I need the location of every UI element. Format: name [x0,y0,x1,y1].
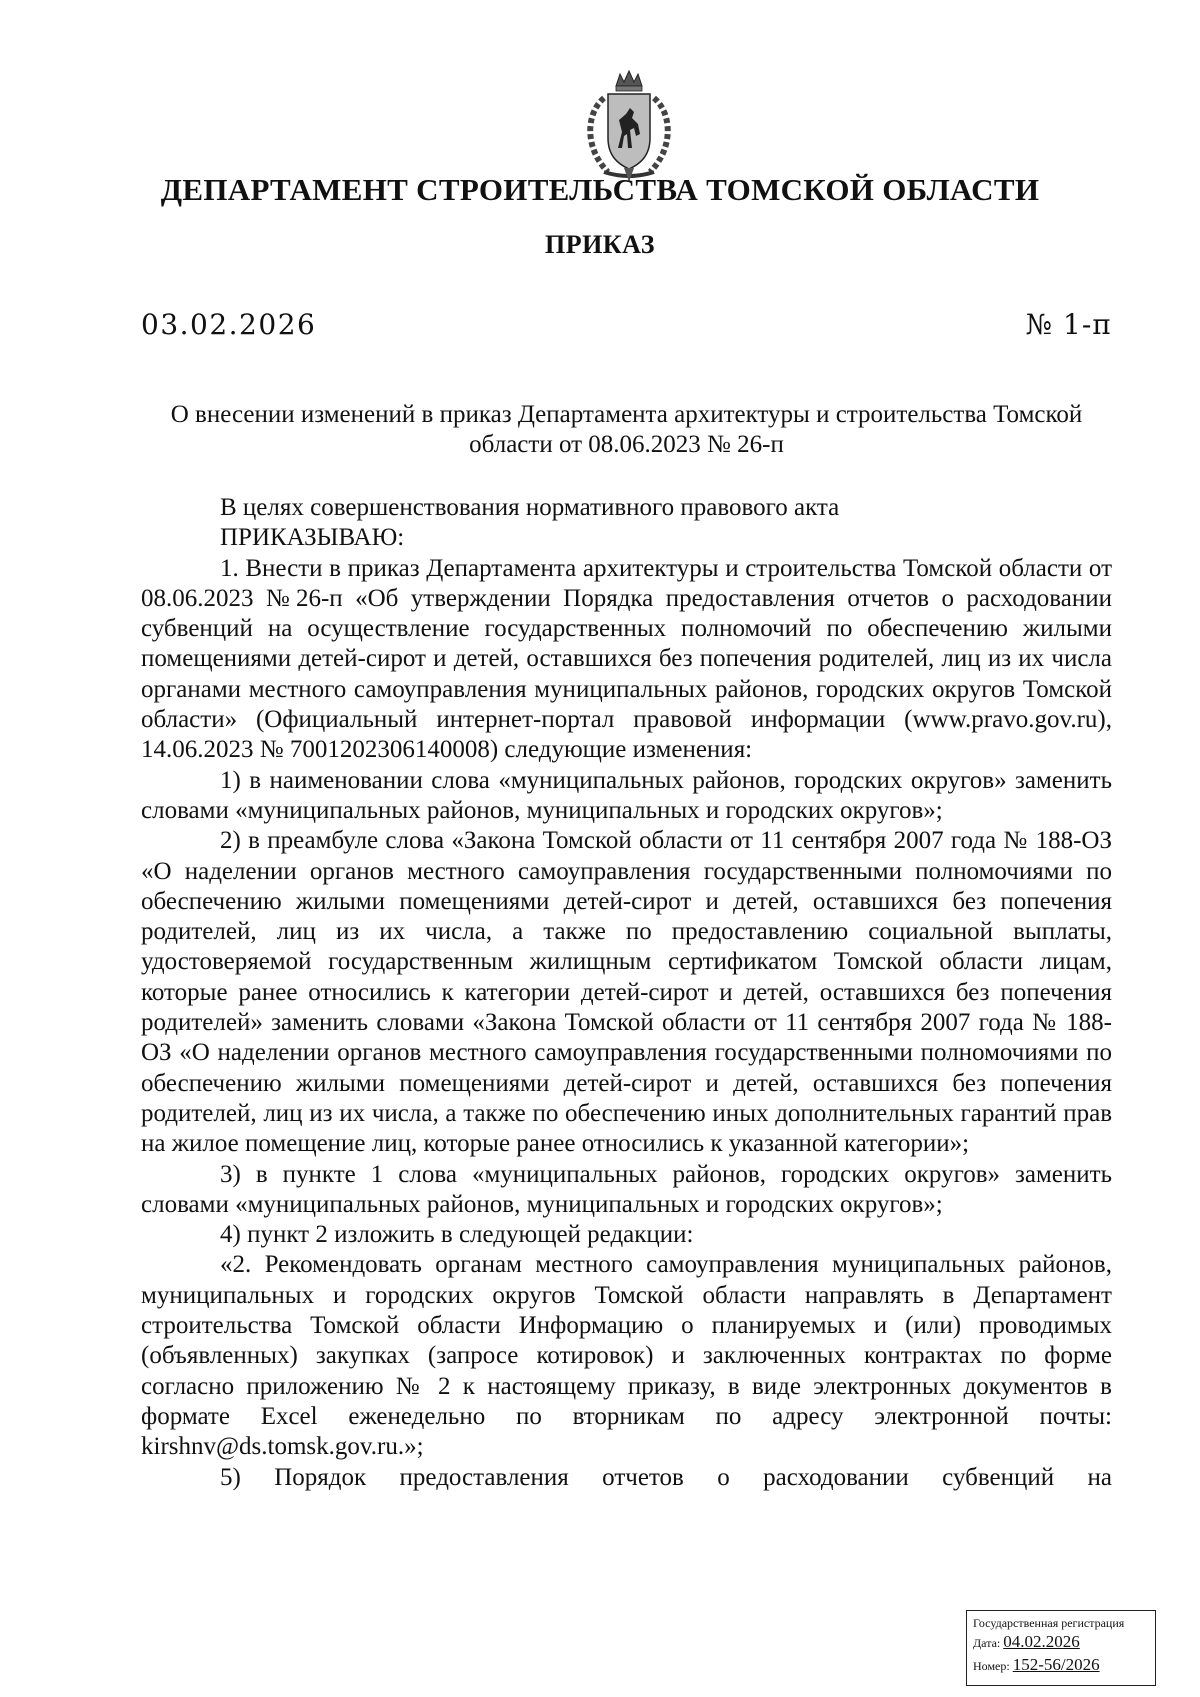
paragraph-1-item-4-text: «2. Рекомендовать органам местного самоуправления муниципальных районов, муниципальных и городских округов Томской области направлять в Департамент строительства Томской области Информацию о планируемых и (или) проводимых (объявленных) закупках (запросе котировок) и заключенных контрактах по форме согласно приложению № 2 к настоящему приказу, в виде электронных документов в формате Excel еженедельно по вторникам по адресу электронной почты: kirshnv@ds.tomsk.gov.ru.»; [141,1251,1112,1461]
stamp-date-value: 04.02.2026 [1003,1632,1080,1651]
order-heading: ПРИКАЗЫВАЮ: [220,524,405,552]
stamp-date-row [973,1631,1149,1654]
document-subject: О внесении изменений в приказ Департамента архитектуры и строительства Томской области от 08.06.2023 № 26-п [170,401,1083,458]
stamp-title: Государственная регистрация [973,1616,1125,1630]
paragraph-1-item-2: 2) в преамбуле слова «Закона Томской области от 11 сентября 2007 года № 188-ОЗ «О наделении органов местного самоуправления государственными полномочиями по обеспечению жилыми помещениями детей-сирот и детей, оставшихся без попечения родителей, лиц из их числа, а также по предоставлению социальной выплаты, удостоверяемой государственным жилищным сертификатом Томской области лицам, которые ранее относились к категории детей-сирот и детей, оставшихся без попечения родителей» заменить словами «Закона Томской области от 11 сентября 2007 года № 188-ОЗ «О наделении органов местного самоуправления государственными полномочиями по обеспечению жилыми помещениями детей-сирот и детей, оставшихся без попечения родителей, лиц из их числа, а также по обеспечению иных дополнительных гарантий прав на жилое помещение лиц, которые ранее относились к указанной категории»; [141,827,1112,1158]
paragraph-1: 1. Внести в приказ Департамента архитектуры и строительства Томской области от 08.06.2023 №26-п «Об утверждении Порядка предоставления отчетов о расходовании субвенций на осуществление государственных полномочий по обеспечению жилыми помещениями детей-сирот и детей, оставшихся без попечения родителей, лиц из их числа органами местного самоуправления муниципальных районов, городских округов Томской области» (Официальный интернет-портал правовой информации (www.pravo.gov.ru), 14.06.2023 № 7001202306140008) следующие изменения: [141,554,1112,764]
preamble: В целях совершенствования нормативного правового акта [220,494,840,521]
stamp-date-label: Дата: [973,1636,1001,1650]
stamp-number-label: Номер: [973,1659,1010,1673]
paragraph-1-item-3: 3) в пункте 1 слова «муниципальных районов, городских округов» заменить словами «муниципальных районов, муниципальных и городских округов»; [141,1160,1112,1218]
document-date: 03.02.2026 [141,308,317,341]
stamp-number-row [973,1654,1149,1677]
paragraph-1-item-5: 5) Порядок предоставления отчетов о расходовании субвенций на [220,1463,1112,1491]
registration-stamp [966,1610,1156,1686]
organization-title: ДЕПАРТАМЕНТ СТРОИТЕЛЬСТВА ТОМСКОЙ ОБЛАСТИ [160,172,1040,207]
document-type: ПРИКАЗ [544,230,656,259]
document-body [141,493,1112,1493]
stamp-number-value: 152-56/2026 [1012,1655,1100,1674]
paragraph-1-item-1: 1) в наименовании слова «муниципальных районов, городских округов» заменить словами «муниципальных районов, муниципальных и городских округов»; [141,766,1112,824]
document-number: № 1-п [1025,308,1112,341]
coat-of-arms-icon [574,68,684,183]
paragraph-1-item-4: 4) пункт 2 изложить в следующей редакции: [220,1221,694,1249]
